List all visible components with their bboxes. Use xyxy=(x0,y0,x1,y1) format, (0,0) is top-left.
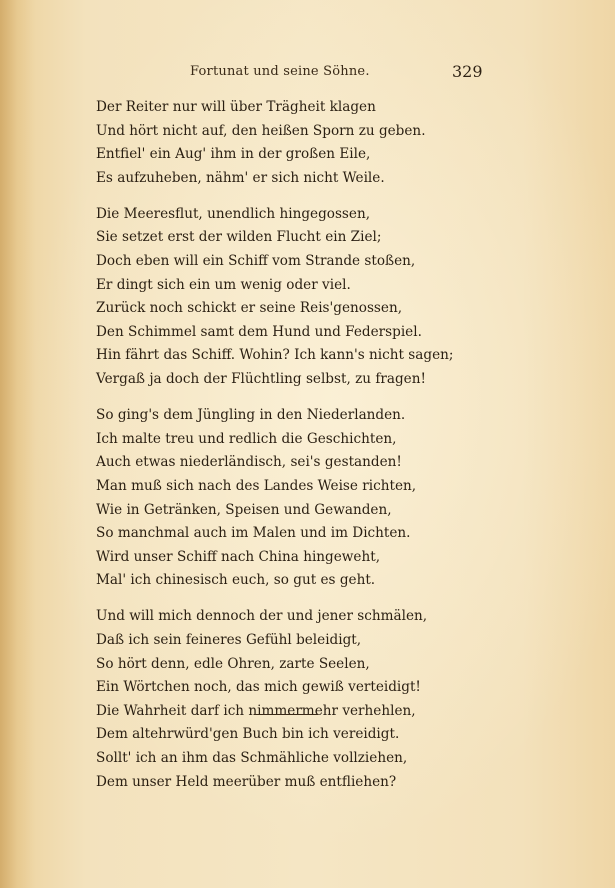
verse-line: Sollt' ich an ihm das Schmähliche vollziehen, xyxy=(96,749,408,766)
verse-line: Der Reiter nur will über Trägheit klagen xyxy=(96,99,376,115)
verse-line: Dem altehrwürd'gen Buch bin ich vereidigt. xyxy=(96,726,400,743)
verse-line: Hin fährt das Schiff. Wohin? Ich kann's nicht sagen; xyxy=(96,347,454,364)
end-rule xyxy=(254,714,318,715)
verse-line: So ging's dem Jüngling in den Niederlanden. xyxy=(96,407,406,424)
verse-line: Die Wahrheit darf ich nimmermehr verhehlen, xyxy=(96,702,416,719)
verse-line: Dem unser Held meerüber muß entfliehen? xyxy=(96,773,397,790)
verse-line: Vergaß ja doch der Flüchtling selbst, zu fragen! xyxy=(96,371,426,388)
verse-line: Und hört nicht auf, den heißen Sporn zu geben. xyxy=(96,122,426,139)
verse-line: Man muß sich nach des Landes Weise richten, xyxy=(96,477,417,494)
verse-line: Entfiel' ein Aug' ihm in der großen Eile, xyxy=(96,146,371,163)
verse-line: Zurück noch schickt er seine Reis'genossen, xyxy=(96,300,403,317)
poem-body xyxy=(96,96,611,807)
verse-line: Es aufzuheben, nähm' er sich nicht Weile. xyxy=(96,169,385,186)
stanza-4 xyxy=(96,605,611,794)
stanza-1 xyxy=(96,96,611,190)
verse-line: Sie setzet erst der wilden Flucht ein Ziel; xyxy=(96,229,382,246)
verse-line: Wie in Getränken, Speisen und Gewanden, xyxy=(96,501,392,518)
stanza-3 xyxy=(96,404,611,593)
verse-line: Ein Wörtchen noch, das mich gewiß verteidigt! xyxy=(96,679,421,696)
verse-line: Auch etwas niederländisch, sei's gestanden! xyxy=(96,454,402,471)
verse-line: Wird unser Schiff nach China hingeweht, xyxy=(96,548,381,565)
verse-line: Den Schimmel samt dem Hund und Federspiel. xyxy=(96,323,422,340)
verse-line: Daß ich sein feineres Gefühl beleidigt, xyxy=(96,631,362,648)
verse-line: Mal' ich chinesisch euch, so gut es geht. xyxy=(96,572,376,589)
running-title: Fortunat und seine Söhne. xyxy=(190,64,370,79)
verse-line: So hört denn, edle Ohren, zarte Seelen, xyxy=(96,655,370,672)
verse-line: Doch eben will ein Schiff vom Strande stoßen, xyxy=(96,253,416,270)
verse-line: Ich malte treu und redlich die Geschichten, xyxy=(96,430,397,447)
verse-line: Die Meeresflut, unendlich hingegossen, xyxy=(96,205,371,222)
verse-line: Und will mich dennoch der und jener schmälen, xyxy=(96,608,428,625)
verse-line: So manchmal auch im Malen und im Dichten. xyxy=(96,525,411,542)
page-number: 329 xyxy=(452,62,483,81)
verse-line: Er dingt sich ein um wenig oder viel. xyxy=(96,276,351,293)
stanza-2 xyxy=(96,203,611,392)
spine-shadow xyxy=(0,0,34,888)
